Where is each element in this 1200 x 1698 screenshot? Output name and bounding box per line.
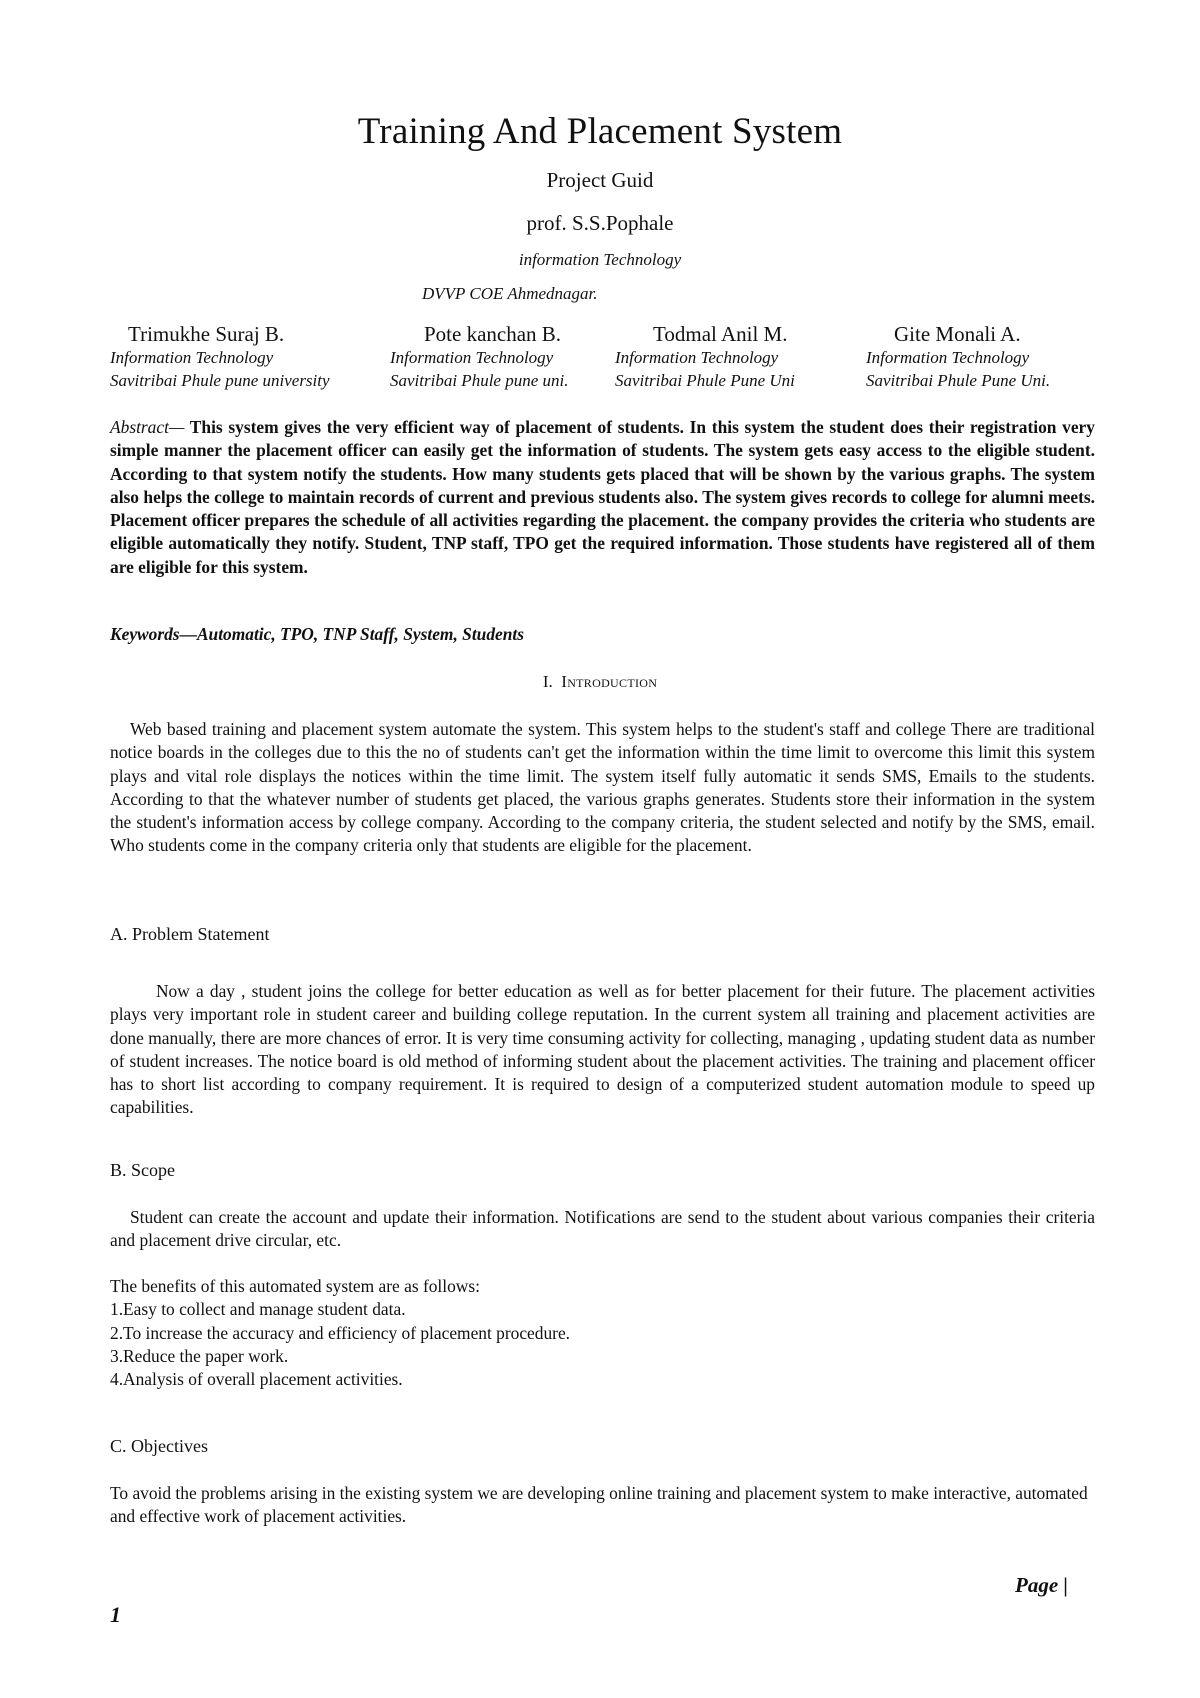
author-name: Trimukhe Suraj B. <box>128 322 285 346</box>
author-block <box>615 322 885 391</box>
paper-title: Training And Placement System <box>357 111 843 152</box>
guide-name: prof. S.S.Pophale <box>526 211 674 235</box>
author-affiliation: Information Technology <box>110 348 274 367</box>
list-item: 1.Easy to collect and manage student data. <box>110 1299 406 1320</box>
author-affiliation: Information Technology <box>615 348 779 367</box>
list-item: 4.Analysis of overall placement activities. <box>110 1369 403 1390</box>
page-label: Page | <box>1015 1573 1069 1597</box>
abstract-text: This system gives the very efficient way of placement of students. In this system the student does their registration very simple manner the placement officer can easily get the information of students. The system gets easy access to the eligible student. According to that system notify the students. How many students gets placed that will be shown by the various graphs. The system also helps the college to maintain records of current and previous students also. The system gives records to college for alumni meets. Placement officer prepares the schedule of all activities regarding the placement. the company provides the criteria who students are eligible automatically they notify. Student, TNP staff, TPO get the required information. Those students have registered all of them are eligible for this system. <box>110 417 1095 577</box>
author-university: Savitribai Phule pune university <box>110 371 330 390</box>
guide-label: Project Guid <box>546 168 654 192</box>
problem-statement-heading: A. Problem Statement <box>110 924 270 944</box>
objectives-heading: C. Objectives <box>110 1436 208 1456</box>
problem-statement-text: Now a day , student joins the college for better education as well as for better placement for their future. The placement activities plays very important role in student career and building college reputation. In the current system all training and placement activities are done manually, there are more chances of error. It is very time consuming activity for collecting, managing , updating student data as number of student increases. The notice board is old method of informing student about the placement activities. The training and placement officer has to short list according to company requirement. It is required to design of a computerized student automation module to speed up capabilities. <box>110 981 1095 1118</box>
introduction-text: Web based training and placement system automate the system. This system helps to the student's staff and college There are traditional notice boards in the colleges due to this the no of students can't get the information within the time limit to overcome this limit this system plays and vital role displays the notices within the time limit. The system itself fully automatic it sends SMS, Emails to the students. According to that the whatever number of students get placed, the various graphs generates. Students store their information in the system the student's information access by college company. According to the company criteria, the student selected and notify by the SMS, email. Who students come in the company criteria only that students are eligible for the placement. <box>110 719 1095 856</box>
author-block <box>866 322 1136 391</box>
list-item: 3.Reduce the paper work. <box>110 1345 289 1366</box>
section-number: I. <box>542 672 553 691</box>
page-number: 1 <box>110 1602 121 1627</box>
abstract <box>110 416 1095 579</box>
guide-college: DVVP COE Ahmednagar. <box>422 284 598 303</box>
author-university: Savitribai Phule Pune Uni. <box>866 371 1051 390</box>
abstract-label: Abstract— <box>110 417 185 437</box>
author-university: Savitribai Phule pune uni. <box>390 371 569 390</box>
scope-text: Student can create the account and update their information. Notifications are send to the student about various companies their criteria and placement drive circular, etc. <box>110 1207 1095 1251</box>
author-block <box>110 322 380 391</box>
section-title: Introduction <box>561 672 658 691</box>
author-university: Savitribai Phule Pune Uni <box>615 371 795 390</box>
benefits-list <box>110 1275 570 1391</box>
keywords: Keywords—Automatic, TPO, TNP Staff, System, Students <box>110 624 525 644</box>
author-affiliation: Information Technology <box>390 348 554 367</box>
benefits-intro: The benefits of this automated system are as follows: <box>110 1276 480 1296</box>
author-name: Gite Monali A. <box>894 322 1021 346</box>
scope-heading: B. Scope <box>110 1160 175 1180</box>
author-affiliation: Information Technology <box>866 348 1030 367</box>
list-item: 2.To increase the accuracy and efficiency of placement procedure. <box>110 1322 571 1343</box>
author-name: Pote kanchan B. <box>424 322 562 346</box>
guide-department: information Technology <box>518 250 682 269</box>
author-name: Todmal Anil M. <box>653 322 788 346</box>
objectives-text: To avoid the problems arising in the existing system we are developing online training and placement system to make interactive, automated and effective work of placement activities. <box>110 1483 1088 1527</box>
section-heading-introduction <box>0 672 1200 692</box>
